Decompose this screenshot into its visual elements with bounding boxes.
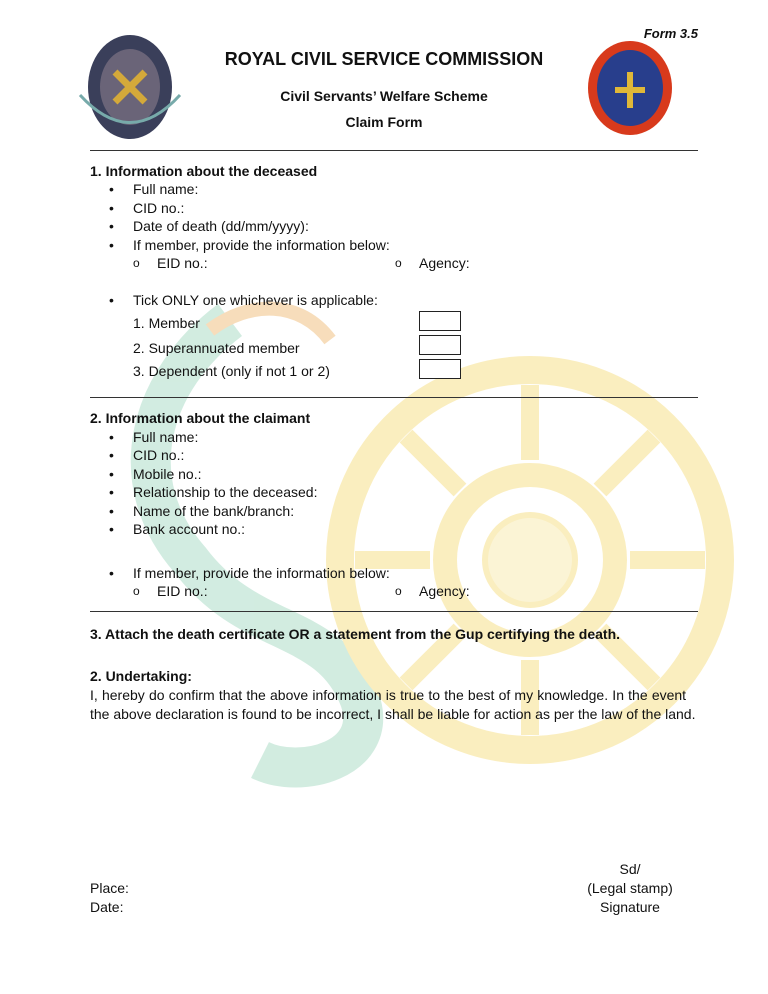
org-title: ROYAL CIVIL SERVICE COMMISSION xyxy=(224,49,544,69)
claimant-mobile-label: • Mobile no.: xyxy=(133,465,201,483)
member-checkbox[interactable] xyxy=(419,311,461,331)
deceased-member-info-label: • If member, provide the information below: xyxy=(133,236,390,254)
claimant-bank-label: • Name of the bank/branch: xyxy=(133,502,294,520)
undertaking-text-2: the above declaration is found to be incorrect, I shall be liable for action as per the law of the land. xyxy=(90,706,696,722)
deceased-cid-label: • CID no.: xyxy=(133,199,184,217)
option-member-label: 1. Member xyxy=(133,315,200,331)
claimant-agency-label: o Agency: xyxy=(419,582,470,600)
deceased-full-name-label: • Full name: xyxy=(133,180,198,198)
form-title: Claim Form xyxy=(345,114,423,130)
section1-heading: 1. Information about the deceased xyxy=(90,163,318,179)
divider xyxy=(90,397,698,398)
claimant-eid-label: o EID no.: xyxy=(157,582,208,600)
divider xyxy=(90,611,698,612)
claimant-account-label: • Bank account no.: xyxy=(133,520,245,538)
section3-heading: 3. Attach the death certificate OR a statement from the Gup certifying the death. xyxy=(90,626,621,642)
claimant-cid-label: • CID no.: xyxy=(133,446,184,464)
deceased-eid-label: o EID no.: xyxy=(157,254,208,272)
option-superannuated-label: 2. Superannuated member xyxy=(133,340,300,356)
form-number: Form 3.5 xyxy=(643,26,698,41)
date-label: Date: xyxy=(90,899,124,915)
deceased-date-of-death-label: • Date of death (dd/mm/yyyy): xyxy=(133,217,309,235)
claimant-relationship-label: • Relationship to the deceased: xyxy=(133,483,317,501)
deceased-agency-label: o Agency: xyxy=(419,254,470,272)
option-dependent-label: 3. Dependent (only if not 1 or 2) xyxy=(133,363,330,379)
undertaking-text-1: I, hereby do confirm that the above information is true to the best of my knowledge. In the event xyxy=(90,687,687,703)
tick-prompt: • Tick ONLY one whichever is applicable: xyxy=(133,291,378,309)
claimant-full-name-label: • Full name: xyxy=(133,428,198,446)
signature-label: Signature xyxy=(600,899,660,915)
dependent-checkbox[interactable] xyxy=(419,359,461,379)
scheme-title: Civil Servants’ Welfare Scheme xyxy=(280,88,488,104)
legal-stamp-text: (Legal stamp) xyxy=(587,880,673,896)
divider xyxy=(90,150,698,151)
section2-heading: 2. Information about the claimant xyxy=(90,410,311,426)
claimant-member-info-label: • If member, provide the information below: xyxy=(133,564,390,582)
place-label: Place: xyxy=(90,880,129,896)
superannuated-checkbox[interactable] xyxy=(419,335,461,355)
undertaking-heading: 2. Undertaking: xyxy=(90,668,192,684)
sd-text: Sd/ xyxy=(619,861,641,877)
